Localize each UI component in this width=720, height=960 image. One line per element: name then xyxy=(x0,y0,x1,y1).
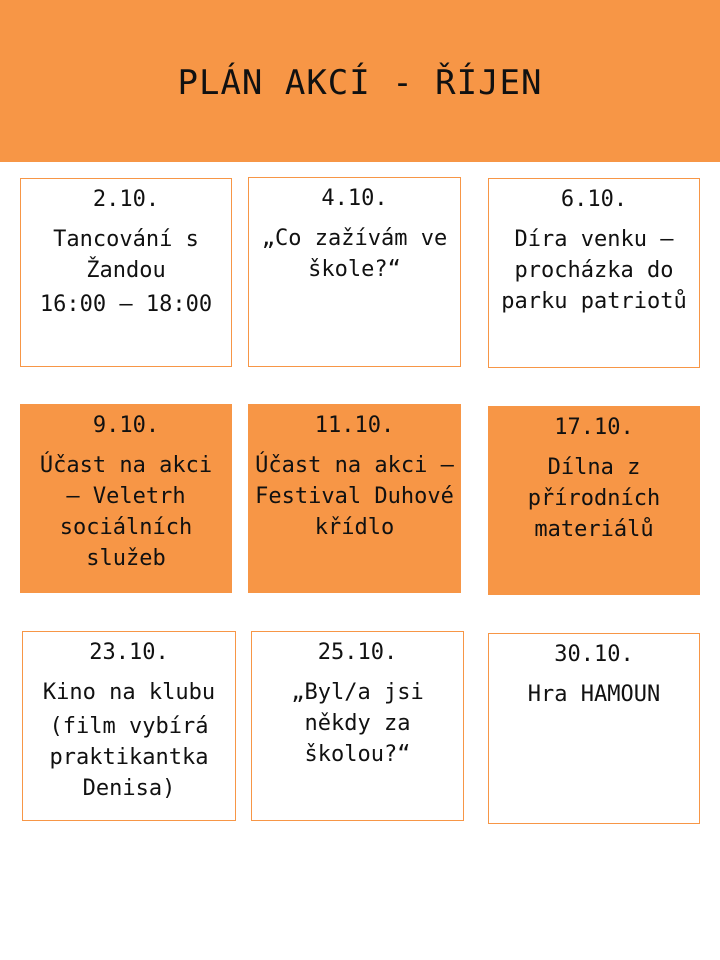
event-date: 30.10. xyxy=(554,642,634,667)
event-note: (film vybírá praktikantka Denisa) xyxy=(49,714,209,801)
event-card-17-10 xyxy=(488,406,700,595)
event-date: 23.10. xyxy=(89,640,169,665)
event-title: Dílna z přírodních materiálů xyxy=(527,455,661,542)
event-title: Díra venku – procházka do parku patriotů xyxy=(501,227,687,314)
event-date: 4.10. xyxy=(321,186,388,211)
event-title: Tancování s Žandou xyxy=(53,227,199,283)
event-card-30-10 xyxy=(488,633,700,824)
event-card-23-10 xyxy=(22,631,236,821)
event-card-11-10 xyxy=(248,404,461,593)
event-card-6-10 xyxy=(488,178,700,368)
event-title: „Byl/a jsi někdy za školou?“ xyxy=(291,680,424,767)
page-title: PLÁN AKCÍ - ŘÍJEN xyxy=(177,63,543,103)
event-title: Kino na klubu xyxy=(42,680,216,705)
event-date: 17.10. xyxy=(554,415,634,440)
event-title: Účast na akci – Veletrh sociálních služeb xyxy=(39,453,213,571)
event-time: 16:00 – 18:00 xyxy=(39,292,213,317)
event-title: Účast na akci – Festival Duhové křídlo xyxy=(255,453,454,540)
event-date: 2.10. xyxy=(92,187,160,212)
event-title: Hra HAMOUN xyxy=(527,682,661,707)
title-banner xyxy=(0,0,720,162)
event-title: „Co zažívám ve škole?“ xyxy=(261,226,448,282)
event-date: 6.10. xyxy=(560,187,628,212)
event-card-25-10 xyxy=(251,631,464,821)
event-card-4-10 xyxy=(248,177,461,367)
event-date: 9.10. xyxy=(92,413,160,438)
event-date: 11.10. xyxy=(314,413,395,438)
event-card-2-10 xyxy=(20,178,232,367)
event-date: 25.10. xyxy=(317,640,398,665)
event-card-9-10 xyxy=(20,404,232,593)
